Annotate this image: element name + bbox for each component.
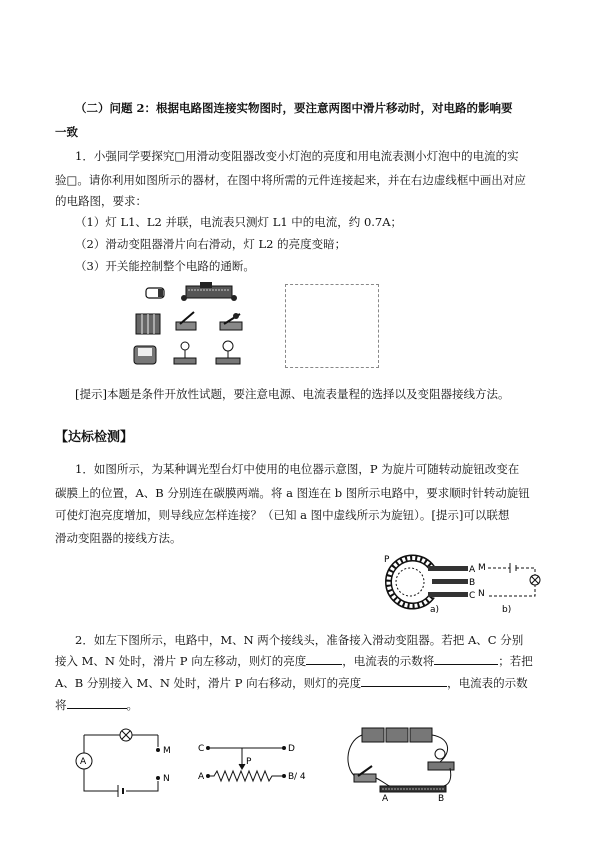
label-B-2: B <box>288 772 295 782</box>
label-C-2: C <box>198 744 205 754</box>
label-B-3: B <box>438 794 445 804</box>
q3-line2 <box>55 652 533 669</box>
q3-line3-text-a: A、B 分别接入 M、N 处时，滑片 P 向右移动，则灯的亮度 <box>55 676 362 690</box>
lamp-icon-1 <box>174 342 196 364</box>
label-B: B <box>469 578 476 588</box>
label-b: b) <box>502 605 512 615</box>
section-heading: 【达标检测】 <box>55 430 134 445</box>
q3-line2-text-b: ，电流表的示数将 <box>342 654 435 668</box>
answer-blank-2[interactable] <box>434 652 498 665</box>
q3-line4-text-a: 将 <box>55 698 67 712</box>
label-M: M <box>478 563 486 573</box>
label-N: N <box>478 589 485 599</box>
potentiometer-figure <box>370 550 545 615</box>
label-P: P <box>384 555 390 565</box>
q1-line2: 验□。请你利用如图所示的器材，在图中将所需的元件连接起来，并在右边虚线框中画出对应 <box>55 173 526 187</box>
q1-line3: 的电路图，要求： <box>55 194 147 208</box>
q3-line4 <box>55 696 138 713</box>
q2-line1: 1．如图所示，为某种调光型台灯中使用的电位器示意图，P 为旋片可随转动旋钮改变在 <box>75 462 520 476</box>
section-title-line1: （二）问题 2：根据电路图连接实物图时，要注意两图中滑片移动时，对电路的影响要 <box>75 101 513 115</box>
page-number: / 4 <box>294 772 306 782</box>
q2-line3: 可使灯泡亮度增加，则导线应怎样连接？（已知 a 图中虚线所示为旋钮）。[提示]可以联想 <box>55 508 510 522</box>
label-A-2: A <box>198 772 205 782</box>
q1-req2: （2）滑动变阻器滑片向右滑动，灯 L2 的亮度变暗； <box>75 237 347 251</box>
label-D: D <box>288 744 295 754</box>
answer-blank-4[interactable] <box>67 696 127 709</box>
lamp-icon-2 <box>216 341 240 364</box>
circuit-figure <box>70 725 185 800</box>
q1-line1: 1．小强同学要探究□用滑动变阻器改变小灯泡的亮度和用电流表测小灯泡中的电流的实 <box>75 149 519 163</box>
q2-line2: 碳膜上的位置，A、B 分别连在碳膜两端。将 a 图连在 b 图所示电路中，要求顺时针转动旋钮 <box>55 486 530 500</box>
answer-blank-1[interactable] <box>306 652 342 665</box>
q3-line3 <box>55 674 528 691</box>
apparatus-figure <box>340 722 465 802</box>
ammeter-label: A <box>80 757 87 767</box>
q3-line4-text-b: 。 <box>126 698 138 712</box>
answer-blank-3[interactable] <box>361 674 447 687</box>
label-N-2: N <box>163 774 170 784</box>
rheostat-symbol-figure <box>196 738 306 786</box>
label-A-3: A <box>382 794 389 804</box>
q3-line1: 2．如左下图所示，电路中，M、N 两个接线头，准备接入滑动变阻器。若把 A、C 分别 <box>75 633 524 647</box>
equipment-figure <box>128 280 268 372</box>
battery-pack-icon <box>136 314 160 334</box>
switch-icon-2 <box>220 313 242 330</box>
switch-icon-1 <box>176 312 196 330</box>
section-title-line2: 一致 <box>55 125 78 139</box>
q3-line2-text-c: ；若把 <box>498 654 533 668</box>
ammeter-icon <box>134 346 156 364</box>
q3-line2-text-a: 接入 M、N 处时，滑片 P 向左移动，则灯的亮度 <box>55 654 307 668</box>
label-a: a) <box>430 605 440 615</box>
q3-line3-text-b: ，电流表的示数 <box>447 676 528 690</box>
rheostat-icon <box>181 282 237 301</box>
circuit-diagram-answer-box[interactable] <box>285 284 379 368</box>
q1-req3: （3）开关能控制整个电路的通断。 <box>75 259 255 273</box>
label-M-2: M <box>163 746 171 756</box>
q1-req1: （1）灯 L1、L2 并联，电流表只测灯 L1 中的电流，约 0.7A； <box>75 215 403 229</box>
q2-line4: 滑动变阻器的接线方法。 <box>55 531 182 545</box>
label-A: A <box>469 565 476 575</box>
label-C: C <box>469 591 476 601</box>
q1-hint: [提示]本题是条件开放性试题，要注意电源、电流表量程的选择以及变阻器接线方法。 <box>75 387 510 401</box>
label-P-2: P <box>246 757 252 767</box>
